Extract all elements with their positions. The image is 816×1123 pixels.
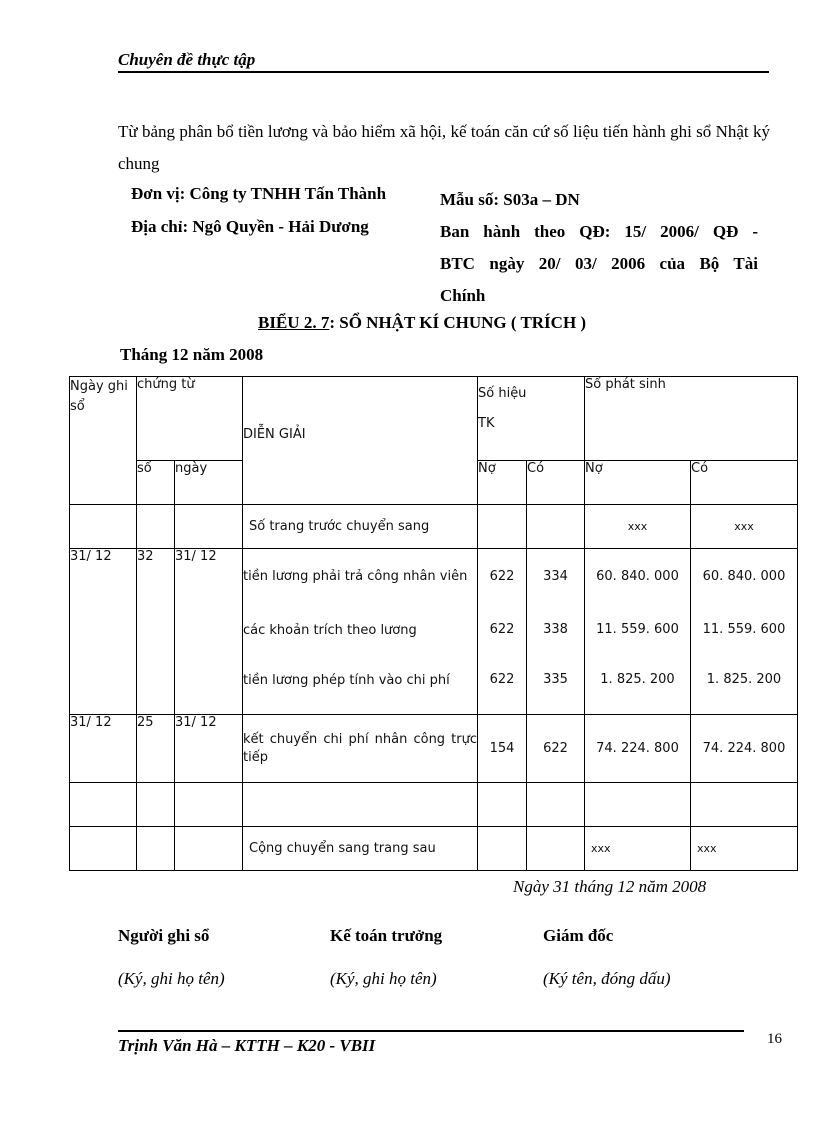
- row-description: tiền lương phải trả công nhân viên: [243, 569, 468, 584]
- header-amount: Số phát sinh: [585, 377, 798, 461]
- credit-amount-group: [691, 549, 798, 715]
- decree-line-3: Chính: [440, 286, 486, 305]
- recorder-note: (Ký, ghi họ tên): [118, 969, 225, 988]
- intro-paragraph: Từ bảng phân bổ tiền lương và bảo hiểm xã hội, kế toán căn cứ số liệu tiến hành ghi sổ Nhật ký chung: [118, 122, 770, 173]
- row-debit-account: [478, 505, 527, 549]
- row-voucher-date: [175, 505, 243, 549]
- header-description: DIỄN GIẢI: [243, 377, 478, 505]
- row-description: kết chuyển chi phí nhân công trực tiếp: [243, 731, 477, 765]
- table-row: [70, 715, 798, 783]
- director-note: (Ký tên, đóng dấu): [543, 969, 671, 988]
- table-row-group: [70, 549, 798, 715]
- footer-author: Trịnh Văn Hà – KTTH – K20 - VBII: [118, 1036, 376, 1055]
- table-row: [70, 827, 798, 871]
- header-credit-account: Có: [527, 461, 585, 505]
- signature-date: Ngày 31 tháng 12 năm 2008: [513, 877, 707, 896]
- row-voucher-date: [175, 827, 243, 871]
- row-debit-account: 622: [489, 622, 515, 637]
- row-description: Cộng chuyển sang trang sau: [243, 827, 478, 871]
- header-date: Ngày ghi sổ: [70, 377, 137, 505]
- form-info: [440, 184, 758, 312]
- recorder-title: Người ghi sổ: [118, 926, 210, 945]
- row-description: các khoản trích theo lương: [243, 622, 417, 638]
- row-credit-amount: xxx: [691, 827, 798, 871]
- row-debit-amount: xxx: [585, 505, 691, 549]
- form-number: Mẫu số: S03a – DN: [440, 190, 580, 209]
- row-description-group: [243, 549, 478, 715]
- header-amount-debit: Nợ: [585, 461, 691, 505]
- header-divider: [118, 71, 769, 73]
- row-debit-amount: 74. 224. 800: [585, 715, 691, 783]
- row-date: [70, 827, 137, 871]
- row-credit-amount: xxx: [691, 505, 798, 549]
- row-voucher-no: 32: [137, 549, 175, 715]
- header-voucher-no: số: [137, 461, 175, 505]
- director-title: Giám đốc: [543, 926, 614, 945]
- header-account-line1: Số hiệu: [478, 386, 527, 401]
- page-header-title: Chuyên đề thực tập: [118, 50, 256, 69]
- chief-accountant-title: Kế toán trưởng: [330, 926, 443, 945]
- row-debit-account: [478, 827, 527, 871]
- journal-table: [69, 376, 798, 871]
- row-description-cell: [243, 715, 478, 783]
- table-row: [70, 505, 798, 549]
- row-credit-account: 622: [527, 715, 585, 783]
- row-credit-account: 338: [543, 622, 568, 637]
- header-account-line2: TK: [478, 416, 495, 431]
- credit-account-group: [527, 549, 585, 715]
- table-title-rest: : SỔ NHẬT KÍ CHUNG ( TRÍCH ): [329, 313, 587, 332]
- table-header-row: [70, 377, 798, 461]
- company-address: Địa chỉ: Ngô Quyền - Hải Dương: [131, 217, 369, 236]
- header-debit-account: Nợ: [478, 461, 527, 505]
- row-credit-account: 335: [543, 672, 568, 687]
- header-amount-credit: Có: [691, 461, 798, 505]
- row-credit-amount: 1. 825. 200: [706, 672, 782, 687]
- row-credit-amount: 11. 559. 600: [702, 622, 786, 637]
- row-debit-amount: 1. 825. 200: [600, 672, 675, 687]
- row-date: 31/ 12: [70, 715, 137, 783]
- row-debit-amount: 60. 840. 000: [596, 569, 679, 584]
- chief-accountant-note: (Ký, ghi họ tên): [330, 969, 437, 988]
- table-row-empty: [70, 783, 798, 827]
- row-credit-account: 334: [543, 569, 568, 584]
- header-voucher-date: ngày: [175, 461, 243, 505]
- row-voucher-date: 31/ 12: [175, 549, 243, 715]
- row-debit-amount: 11. 559. 600: [596, 622, 679, 637]
- row-description: Số trang trước chuyển sang: [243, 505, 478, 549]
- row-credit-amount: 60. 840. 000: [702, 569, 786, 584]
- row-debit-account: 622: [489, 672, 515, 687]
- period-label: Tháng 12 năm 2008: [120, 345, 264, 364]
- company-unit: Đơn vị: Công ty TNHH Tấn Thành: [131, 184, 387, 203]
- row-description: tiền lương phép tính vào chi phí: [243, 672, 450, 688]
- debit-account-group: [478, 549, 527, 715]
- page-number: 16: [767, 1031, 782, 1047]
- row-credit-amount: 74. 224. 800: [691, 715, 798, 783]
- table-title: [258, 313, 586, 333]
- row-date: 31/ 12: [70, 549, 137, 715]
- row-debit-amount: xxx: [585, 827, 691, 871]
- row-voucher-date: 31/ 12: [175, 715, 243, 783]
- table-title-label: BIỂU 2. 7: [258, 313, 330, 332]
- row-credit-account: [527, 505, 585, 549]
- row-voucher-no: 25: [137, 715, 175, 783]
- footer-divider: [118, 1030, 744, 1032]
- header-voucher: chứng từ: [137, 377, 243, 461]
- row-debit-account: 154: [478, 715, 527, 783]
- decree-line-2: BTC ngày 20/ 03/ 2006 của Bộ Tài: [440, 254, 758, 273]
- header-account: [478, 377, 585, 461]
- row-voucher-no: [137, 505, 175, 549]
- row-date: [70, 505, 137, 549]
- decree-line-1: Ban hành theo QĐ: 15/ 2006/ QĐ -: [440, 222, 758, 241]
- row-credit-account: [527, 827, 585, 871]
- row-debit-account: 622: [489, 569, 515, 584]
- debit-amount-group: [585, 549, 691, 715]
- row-voucher-no: [137, 827, 175, 871]
